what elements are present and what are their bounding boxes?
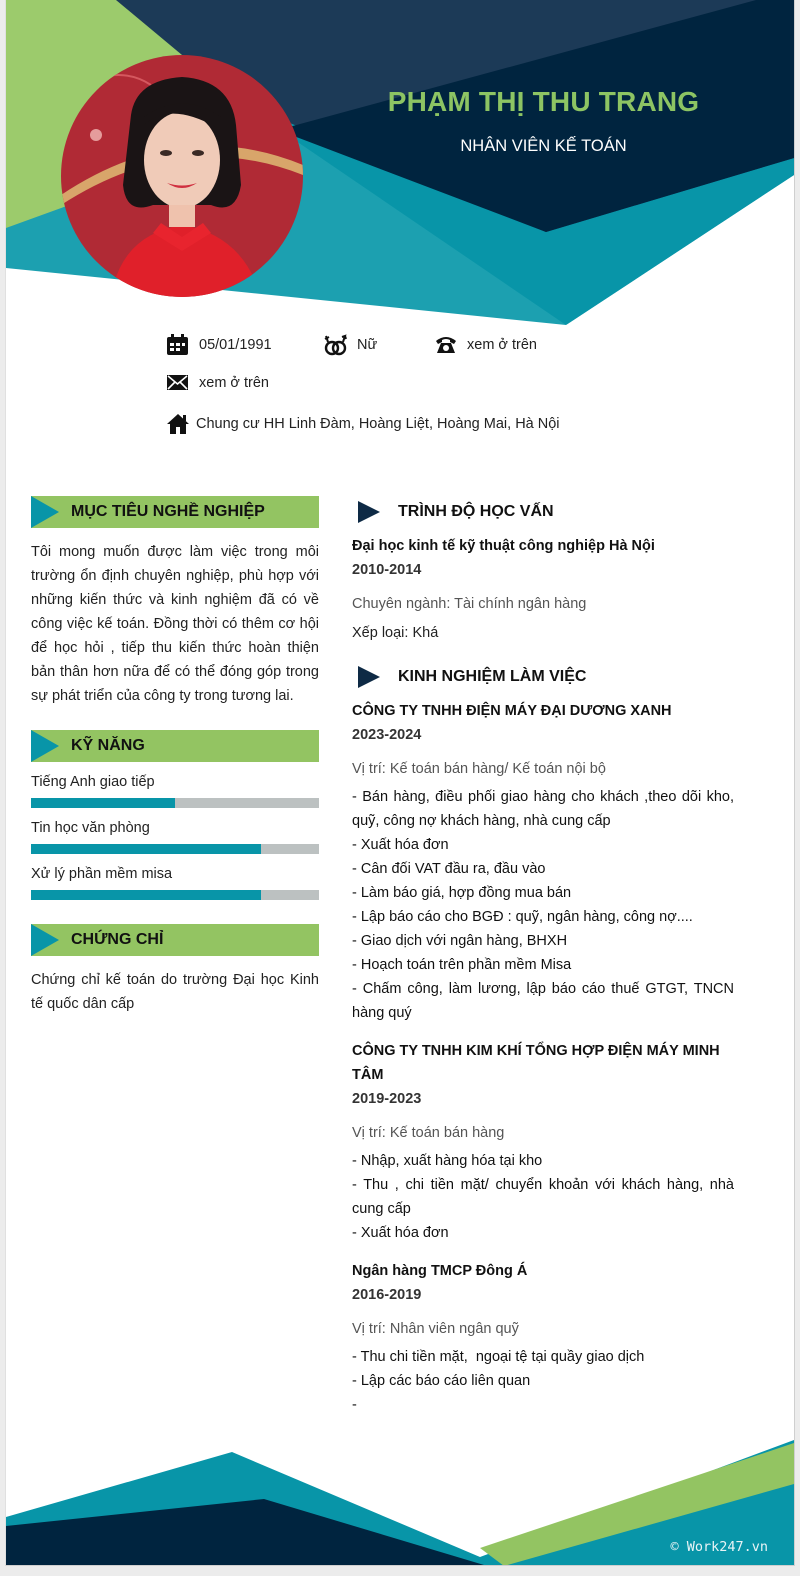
skills-title: KỸ NĂNG [71,737,145,754]
job-duty: - Giao dịch với ngân hàng, BHXH [352,933,568,949]
job-period: 2023-2024 [352,727,422,743]
objective-header [31,496,319,528]
candidate-name: PHẠM THỊ THU TRANG [387,86,700,117]
gender-info [324,334,377,356]
email-info [166,372,269,394]
triangle-icon [31,730,59,762]
skill-bar [31,890,319,900]
job-duty: - Lập báo cáo cho BGĐ : quỹ, ngân hàng, công nợ.... [352,909,693,925]
triangle-icon [358,666,380,688]
birthday-value: 05/01/1991 [199,337,272,353]
skills-header [31,730,319,762]
job-period: 2019-2023 [352,1091,422,1107]
certificates-title: CHỨNG CHỈ [71,931,164,948]
skills-list [31,774,319,900]
certificates-header [31,924,319,956]
job-position: Vị trí: Kế toán bán hàng/ Kế toán nội bộ [352,761,606,777]
skill-label: Xử lý phần mềm misa [31,866,173,882]
triangle-icon [31,924,59,956]
education-period: 2010-2014 [352,562,422,578]
job-title: NHÂN VIÊN KẾ TOÁN [460,137,627,155]
address-value: Chung cư HH Linh Đàm, Hoàng Liệt, Hoàng Mai, Hà Nội [196,416,560,432]
job-duty: - Xuất hóa đơn [352,1225,449,1241]
birthday-info [166,334,272,356]
left-column [31,496,319,1016]
profile-photo [61,55,303,297]
calendar-icon [166,334,190,356]
gender-icon [324,334,348,356]
triangle-icon [31,496,59,528]
job-duty: - Xuất hóa đơn [352,837,449,853]
job-duty: - Chấm công, làm lương, lập báo cáo thuế GTGT, TNCN hàng quý [352,981,734,1021]
skill-bar [31,844,319,854]
right-column [352,496,734,1431]
education-header [352,496,734,528]
email-value: xem ở trên [199,375,269,391]
avatar [61,55,303,297]
skill-bar-fill [31,844,261,854]
job-position: Vị trí: Nhân viên ngân quỹ [352,1321,519,1337]
address-info [166,413,560,435]
phone-info [434,334,537,356]
job-duty: - Hoạch toán trên phần mềm Misa [352,957,572,973]
skill-item [31,820,319,854]
job-duty: - Làm báo giá, hợp đồng mua bán [352,885,572,901]
job-duty: - Cân đối VAT đầu ra, đầu vào [352,861,546,877]
objective-text: Tôi mong muốn được làm việc trong môi trường ổn định chuyên nghiệp, phù hợp với những kiến thức và kinh nghiệm đã có về công việc kế toán. Đồng thời có thêm cơ hội để học hỏi , tiếp thu kiến thức hoàn thiện bản thân hơn nữa để có thể đóng góp trong sự phát triển của công ty trong tương lai. [31,544,319,704]
job-period: 2016-2019 [352,1287,422,1303]
skill-item [31,774,319,808]
watermark: © Work247.vn [670,1539,768,1555]
home-icon [166,413,190,435]
certificates-text: Chứng chỉ kế toán do trường Đại học Kinh tế quốc dân cấp [31,972,319,1012]
envelope-icon [166,372,190,394]
phone-icon [434,334,458,356]
company-name: Ngân hàng TMCP Đông Á [352,1263,528,1279]
job-duty: - [352,1397,357,1413]
job-duty: - Lập các báo cáo liên quan [352,1373,531,1389]
phone-value: xem ở trên [467,337,537,353]
gender-value: Nữ [357,337,378,353]
education-major: Chuyên ngành: Tài chính ngân hàng [352,596,587,612]
skill-bar-fill [31,798,175,808]
education-title: TRÌNH ĐỘ HỌC VẤN [398,503,554,520]
job-duty: - Thu , chi tiền mặt/ chuyển khoản với khách hàng, nhà cung cấp [352,1177,734,1217]
skill-label: Tiếng Anh giao tiếp [31,774,155,790]
skill-item [31,866,319,900]
job-duty: - Nhập, xuất hàng hóa tại kho [352,1153,543,1169]
education-grade: Xếp loại: Khá [352,625,439,641]
job-entry [352,699,734,1025]
job-entry [352,1259,734,1417]
experience-header [352,661,734,693]
objective-title: MỤC TIÊU NGHỀ NGHIỆP [71,503,265,520]
job-position: Vị trí: Kế toán bán hàng [352,1125,505,1141]
school-name: Đại học kinh tế kỹ thuật công nghiệp Hà Nội [352,538,655,554]
triangle-icon [358,501,380,523]
company-name: CÔNG TY TNHH KIM KHÍ TỔNG HỢP ĐIỆN MÁY MINH TÂM [352,1043,720,1083]
skill-bar-fill [31,890,261,900]
cv-page [5,0,795,1566]
experience-title: KINH NGHIỆM LÀM VIỆC [398,668,587,685]
job-entry [352,1039,734,1245]
skill-bar [31,798,319,808]
company-name: CÔNG TY TNHH ĐIỆN MÁY ĐẠI DƯƠNG XANH [352,703,672,719]
job-duty: - Thu chi tiền mặt, ngoại tệ tại quầy giao dịch [352,1349,645,1365]
job-duty: - Bán hàng, điều phối giao hàng cho khách ,theo dõi kho, quỹ, công nợ khách hàng, nhà cung cấp [352,789,734,829]
skill-label: Tin học văn phòng [31,820,150,836]
